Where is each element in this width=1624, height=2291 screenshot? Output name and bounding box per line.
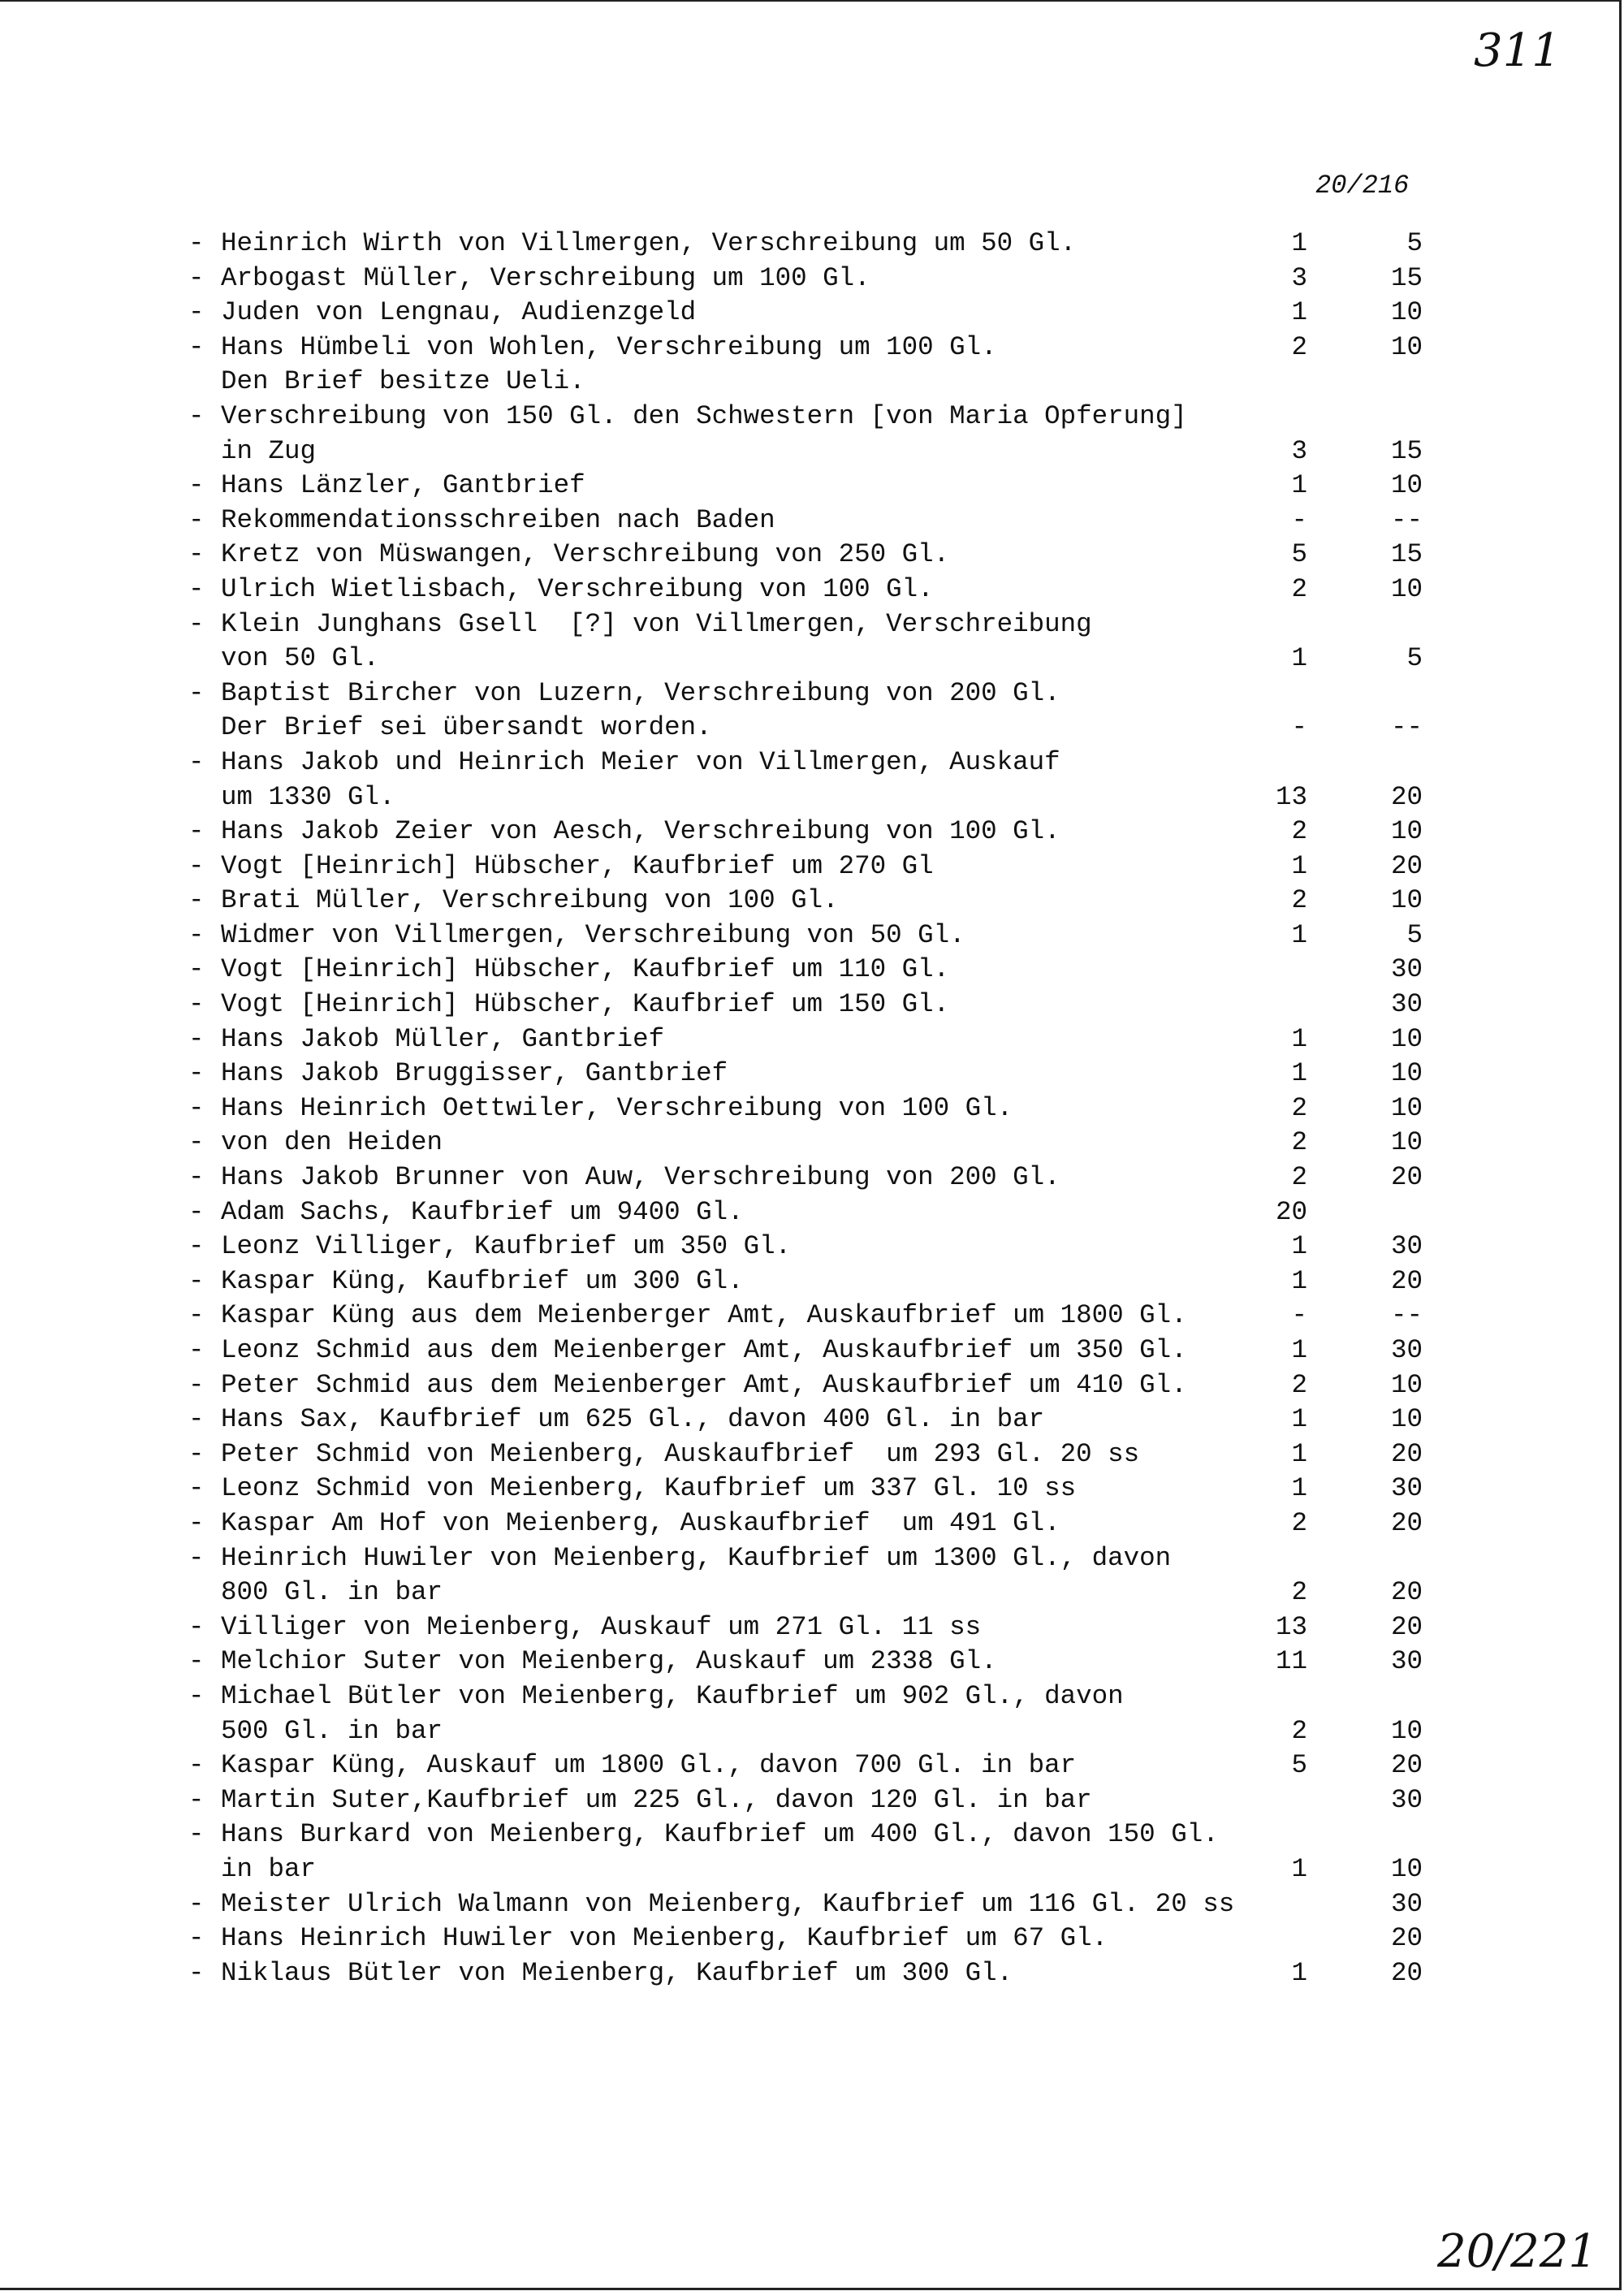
- amount-column-2: 5: [1406, 228, 1423, 258]
- bullet-dash: -: [188, 989, 205, 1020]
- amount-column-1: 5: [1291, 539, 1307, 570]
- bullet-dash: -: [188, 1957, 205, 1988]
- list-item-continuation: [188, 642, 1423, 676]
- amount-column-2: 20: [1390, 1957, 1423, 1988]
- bullet-dash: -: [188, 1369, 205, 1400]
- list-item-continuation: [188, 434, 1423, 469]
- entry-text: Vogt [Heinrich] Hübscher, Kaufbrief um 150 Gl.: [221, 989, 950, 1020]
- amount-column-1: 2: [1291, 1507, 1307, 1538]
- amount-column-2: 20: [1390, 1577, 1423, 1608]
- bullet-dash: -: [188, 1404, 205, 1435]
- bullet-dash: -: [188, 1542, 205, 1573]
- entry-text: von 50 Gl.: [221, 643, 380, 674]
- bullet-dash: -: [188, 1784, 205, 1815]
- entry-text: Peter Schmid aus dem Meienberger Amt, Auskaufbrief um 410 Gl.: [221, 1369, 1187, 1400]
- amount-column-1: -: [1291, 504, 1307, 535]
- entry-text: Michael Bütler von Meienberg, Kaufbrief um 902 Gl., davon: [221, 1680, 1124, 1711]
- amount-column-1: 2: [1291, 1127, 1307, 1158]
- amount-column-2: 10: [1390, 885, 1423, 916]
- list-item-continuation: [188, 780, 1423, 815]
- entry-text: Brati Müller, Verschreibung von 100 Gl.: [221, 885, 839, 916]
- bullet-dash: -: [188, 1265, 205, 1296]
- bullet-dash: -: [188, 1888, 205, 1919]
- amount-column-1: 1: [1291, 1231, 1307, 1262]
- list-item: [188, 1126, 1423, 1161]
- entry-text: Juden von Lengnau, Audienzgeld: [221, 297, 697, 328]
- amount-column-2: 30: [1390, 1888, 1423, 1919]
- list-item: [188, 1403, 1423, 1437]
- amount-column-2: --: [1390, 1300, 1423, 1331]
- amount-column-1: -: [1291, 712, 1307, 743]
- amount-column-2: 10: [1390, 1127, 1423, 1158]
- amount-column-1: 2: [1291, 331, 1307, 362]
- amount-column-2: 20: [1390, 1162, 1423, 1193]
- bullet-dash: -: [188, 1335, 205, 1365]
- list-item: [188, 849, 1423, 884]
- amount-column-2: 20: [1390, 1507, 1423, 1538]
- amount-column-2: 10: [1390, 1404, 1423, 1435]
- bullet-dash: -: [188, 1507, 205, 1538]
- amount-column-2: 10: [1390, 1715, 1423, 1746]
- list-item: [188, 746, 1423, 780]
- amount-column-1: 2: [1291, 1369, 1307, 1400]
- list-item: [188, 227, 1423, 262]
- list-item: [188, 1887, 1423, 1922]
- list-item-continuation: [188, 365, 1423, 400]
- amount-column-1: -: [1291, 1300, 1307, 1331]
- amount-column-2: 10: [1390, 1023, 1423, 1054]
- entry-text: Klein Junghans Gsell [?] von Villmergen, Verschreibung: [221, 608, 1092, 639]
- amount-column-1: 1: [1291, 1023, 1307, 1054]
- list-item: [188, 1264, 1423, 1299]
- entry-text: Kaspar Küng aus dem Meienberger Amt, Auskaufbrief um 1800 Gl.: [221, 1300, 1187, 1331]
- amount-column-2: 20: [1390, 1611, 1423, 1642]
- amount-column-2: 10: [1390, 1369, 1423, 1400]
- amount-column-2: 5: [1406, 919, 1423, 950]
- bullet-dash: -: [188, 1023, 205, 1054]
- bullet-dash: -: [188, 1473, 205, 1504]
- list-item: [188, 1472, 1423, 1506]
- amount-column-2: 15: [1390, 539, 1423, 570]
- amount-column-1: 1: [1291, 228, 1307, 258]
- amount-column-1: 1: [1291, 850, 1307, 881]
- list-item: [188, 1057, 1423, 1091]
- amount-column-1: 11: [1275, 1646, 1307, 1677]
- amount-column-2: 10: [1390, 816, 1423, 847]
- list-item: [188, 1091, 1423, 1126]
- amount-column-2: 20: [1390, 781, 1423, 812]
- amount-column-1: 1: [1291, 1404, 1307, 1435]
- handwritten-bottom-reference: 20/221: [1437, 2225, 1598, 2278]
- entry-text: Hans Jakob Zeier von Aesch, Verschreibung von 100 Gl.: [221, 816, 1060, 847]
- entry-text: Niklaus Bütler von Meienberg, Kaufbrief um 300 Gl.: [221, 1957, 1013, 1988]
- amount-column-2: 10: [1390, 573, 1423, 604]
- entry-text: 500 Gl. in bar: [221, 1715, 443, 1746]
- entry-text: Leonz Villiger, Kaufbrief um 350 Gl.: [221, 1231, 792, 1262]
- entry-text: Kretz von Müswangen, Verschreibung von 250 Gl.: [221, 539, 950, 570]
- entry-text: Baptist Bircher von Luzern, Verschreibung von 200 Gl.: [221, 677, 1060, 708]
- bullet-dash: -: [188, 1300, 205, 1331]
- bullet-dash: -: [188, 573, 205, 604]
- entry-text: Hans Heinrich Huwiler von Meienberg, Kaufbrief um 67 Gl.: [221, 1923, 1108, 1954]
- entry-text: von den Heiden: [221, 1127, 443, 1158]
- list-item: [188, 1368, 1423, 1403]
- bullet-dash: -: [188, 1058, 205, 1089]
- list-item: [188, 919, 1423, 953]
- list-item-continuation: [188, 1576, 1423, 1610]
- amount-column-2: 15: [1390, 262, 1423, 293]
- bullet-dash: -: [188, 608, 205, 639]
- entry-text: Villiger von Meienberg, Auskauf um 271 Gl. 11 ss: [221, 1611, 982, 1642]
- list-item: [188, 1161, 1423, 1195]
- amount-column-2: 30: [1390, 1335, 1423, 1365]
- bullet-dash: -: [188, 1196, 205, 1227]
- amount-column-1: 3: [1291, 262, 1307, 293]
- amount-column-1: 1: [1291, 297, 1307, 328]
- amount-column-1: 1: [1291, 1058, 1307, 1089]
- entry-text: Der Brief sei übersandt worden.: [221, 712, 712, 743]
- list-item: [188, 331, 1423, 365]
- amount-column-2: 10: [1390, 297, 1423, 328]
- bullet-dash: -: [188, 885, 205, 916]
- list-item: [188, 1749, 1423, 1783]
- amount-column-2: --: [1390, 504, 1423, 535]
- bullet-dash: -: [188, 297, 205, 328]
- entry-text: Hans Hümbeli von Wohlen, Verschreibung um 100 Gl.: [221, 331, 997, 362]
- amount-column-1: 20: [1275, 1196, 1307, 1227]
- amount-column-1: 1: [1291, 1335, 1307, 1365]
- entry-text: in bar: [221, 1853, 317, 1884]
- entry-text: Hans Heinrich Oettwiler, Verschreibung von 100 Gl.: [221, 1092, 1013, 1123]
- list-item: [188, 1783, 1423, 1818]
- amount-column-1: 1: [1291, 470, 1307, 501]
- bullet-dash: -: [188, 262, 205, 293]
- entry-text: Martin Suter,Kaufbrief um 225 Gl., davon 120 Gl. in bar: [221, 1784, 1092, 1815]
- entry-text: Hans Sax, Kaufbrief um 625 Gl., davon 400 Gl. in bar: [221, 1404, 1045, 1435]
- entry-text: Vogt [Heinrich] Hübscher, Kaufbrief um 110 Gl.: [221, 954, 950, 985]
- list-item: [188, 1506, 1423, 1541]
- amount-column-2: 15: [1390, 435, 1423, 466]
- entry-text: Heinrich Wirth von Villmergen, Verschreibung um 50 Gl.: [221, 228, 1077, 258]
- amount-column-1: 13: [1275, 1611, 1307, 1642]
- amount-column-2: 30: [1390, 1231, 1423, 1262]
- entry-text: Hans Länzler, Gantbrief: [221, 470, 585, 501]
- amount-column-2: 20: [1390, 1750, 1423, 1781]
- list-item: [188, 676, 1423, 711]
- entry-text: Melchior Suter von Meienberg, Auskauf um 2338 Gl.: [221, 1646, 997, 1677]
- list-item: [188, 884, 1423, 919]
- entry-text: Leonz Schmid von Meienberg, Kaufbrief um 337 Gl. 10 ss: [221, 1473, 1077, 1504]
- bullet-dash: -: [188, 677, 205, 708]
- amount-column-2: 30: [1390, 1646, 1423, 1677]
- entry-text: Heinrich Huwiler von Meienberg, Kaufbrief um 1300 Gl., davon: [221, 1542, 1172, 1573]
- amount-column-2: --: [1390, 712, 1423, 743]
- bullet-dash: -: [188, 1127, 205, 1158]
- bullet-dash: -: [188, 954, 205, 985]
- amount-column-2: 20: [1390, 1265, 1423, 1296]
- list-item: [188, 988, 1423, 1022]
- amount-column-2: 30: [1390, 1784, 1423, 1815]
- bullet-dash: -: [188, 1092, 205, 1123]
- entry-text: Peter Schmid von Meienberg, Auskaufbrief um 293 Gl. 20 ss: [221, 1438, 1140, 1469]
- list-item: [188, 1230, 1423, 1264]
- amount-column-1: 1: [1291, 1473, 1307, 1504]
- amount-column-1: 1: [1291, 1265, 1307, 1296]
- bullet-dash: -: [188, 919, 205, 950]
- bullet-dash: -: [188, 816, 205, 847]
- amount-column-1: 13: [1275, 781, 1307, 812]
- amount-column-1: 1: [1291, 919, 1307, 950]
- entry-text: Hans Burkard von Meienberg, Kaufbrief um 400 Gl., davon 150 Gl.: [221, 1819, 1219, 1850]
- amount-column-1: 1: [1291, 1853, 1307, 1884]
- bullet-dash: -: [188, 228, 205, 258]
- list-item-continuation: [188, 711, 1423, 746]
- amount-column-2: 10: [1390, 1853, 1423, 1884]
- amount-column-1: 2: [1291, 885, 1307, 916]
- entry-text: Den Brief besitze Ueli.: [221, 366, 585, 397]
- entry-text: Arbogast Müller, Verschreibung um 100 Gl.: [221, 262, 870, 293]
- bullet-dash: -: [188, 850, 205, 881]
- list-item: [188, 607, 1423, 642]
- amount-column-2: 30: [1390, 989, 1423, 1020]
- amount-column-1: 2: [1291, 1162, 1307, 1193]
- list-item: [188, 1541, 1423, 1576]
- amount-column-2: 30: [1390, 1473, 1423, 1504]
- entry-text: Verschreibung von 150 Gl. den Schwestern [von Maria Opferung]: [221, 400, 1187, 431]
- handwritten-page-number: 311: [1474, 24, 1561, 77]
- list-item: [188, 1022, 1423, 1057]
- amount-column-2: 10: [1390, 1058, 1423, 1089]
- entry-text: Meister Ulrich Walmann von Meienberg, Kaufbrief um 116 Gl. 20 ss: [221, 1888, 1235, 1919]
- amount-column-1: 2: [1291, 1715, 1307, 1746]
- list-item: [188, 953, 1423, 988]
- list-item: [188, 1921, 1423, 1956]
- amount-column-2: 10: [1390, 1092, 1423, 1123]
- bullet-dash: -: [188, 331, 205, 362]
- amount-column-1: 3: [1291, 435, 1307, 466]
- bullet-dash: -: [188, 539, 205, 570]
- entry-text: um 1330 Gl.: [221, 781, 395, 812]
- bullet-dash: -: [188, 1819, 205, 1850]
- list-item: [188, 815, 1423, 849]
- amount-column-1: 2: [1291, 573, 1307, 604]
- entry-text: Kaspar Küng, Kaufbrief um 300 Gl.: [221, 1265, 744, 1296]
- entry-text: Kaspar Küng, Auskauf um 1800 Gl., davon 700 Gl. in bar: [221, 1750, 1077, 1781]
- amount-column-2: 30: [1390, 954, 1423, 985]
- entry-text: Hans Jakob und Heinrich Meier von Villmergen, Auskauf: [221, 746, 1060, 777]
- list-item: [188, 1818, 1423, 1852]
- bullet-dash: -: [188, 1162, 205, 1193]
- bullet-dash: -: [188, 746, 205, 777]
- amount-column-2: 20: [1390, 850, 1423, 881]
- entry-text: Vogt [Heinrich] Hübscher, Kaufbrief um 270 Gl: [221, 850, 934, 881]
- amount-column-1: 1: [1291, 643, 1307, 674]
- bullet-dash: -: [188, 1750, 205, 1781]
- list-item: [188, 1437, 1423, 1472]
- entry-text: Ulrich Wietlisbach, Verschreibung von 100 Gl.: [221, 573, 934, 604]
- list-item-continuation: [188, 1852, 1423, 1887]
- amount-column-2: 5: [1406, 643, 1423, 674]
- archive-reference: 20/216: [1315, 171, 1410, 201]
- amount-column-2: 20: [1390, 1438, 1423, 1469]
- list-item: [188, 469, 1423, 504]
- list-item: [188, 1679, 1423, 1714]
- entry-text: Hans Jakob Bruggisser, Gantbrief: [221, 1058, 728, 1089]
- list-item: [188, 1195, 1423, 1230]
- amount-column-2: 10: [1390, 470, 1423, 501]
- list-item: [188, 1956, 1423, 1991]
- entry-text: in Zug: [221, 435, 317, 466]
- bullet-dash: -: [188, 1231, 205, 1262]
- list-item: [188, 296, 1423, 331]
- entry-text: Rekommendationsschreiben nach Baden: [221, 504, 775, 535]
- amount-column-1: 1: [1291, 1438, 1307, 1469]
- amount-column-2: 20: [1390, 1923, 1423, 1954]
- list-item: [188, 573, 1423, 607]
- bullet-dash: -: [188, 504, 205, 535]
- amount-column-1: 1: [1291, 1957, 1307, 1988]
- entry-text: Hans Jakob Brunner von Auw, Verschreibung von 200 Gl.: [221, 1162, 1060, 1193]
- list-item: [188, 262, 1423, 296]
- amount-column-2: 10: [1390, 331, 1423, 362]
- bullet-dash: -: [188, 470, 205, 501]
- list-item-continuation: [188, 1714, 1423, 1749]
- list-item: [188, 1645, 1423, 1679]
- list-item: [188, 1299, 1423, 1334]
- amount-column-1: 2: [1291, 1577, 1307, 1608]
- bullet-dash: -: [188, 1646, 205, 1677]
- amount-column-1: 2: [1291, 1092, 1307, 1123]
- bullet-dash: -: [188, 1611, 205, 1642]
- bullet-dash: -: [188, 1680, 205, 1711]
- list-item: [188, 1334, 1423, 1368]
- list-item: [188, 504, 1423, 538]
- bullet-dash: -: [188, 1923, 205, 1954]
- entry-text: 800 Gl. in bar: [221, 1577, 443, 1608]
- entry-text: Widmer von Villmergen, Verschreibung von 50 Gl.: [221, 919, 965, 950]
- list-item: [188, 538, 1423, 573]
- entry-text: Hans Jakob Müller, Gantbrief: [221, 1023, 665, 1054]
- amount-column-1: 2: [1291, 816, 1307, 847]
- entry-list: [188, 227, 1423, 1991]
- entry-text: Leonz Schmid aus dem Meienberger Amt, Auskaufbrief um 350 Gl.: [221, 1335, 1187, 1365]
- amount-column-1: 5: [1291, 1750, 1307, 1781]
- list-item: [188, 1610, 1423, 1645]
- bullet-dash: -: [188, 1438, 205, 1469]
- bullet-dash: -: [188, 400, 205, 431]
- entry-text: Kaspar Am Hof von Meienberg, Auskaufbrief um 491 Gl.: [221, 1507, 1060, 1538]
- list-item: [188, 400, 1423, 434]
- entry-text: Adam Sachs, Kaufbrief um 9400 Gl.: [221, 1196, 744, 1227]
